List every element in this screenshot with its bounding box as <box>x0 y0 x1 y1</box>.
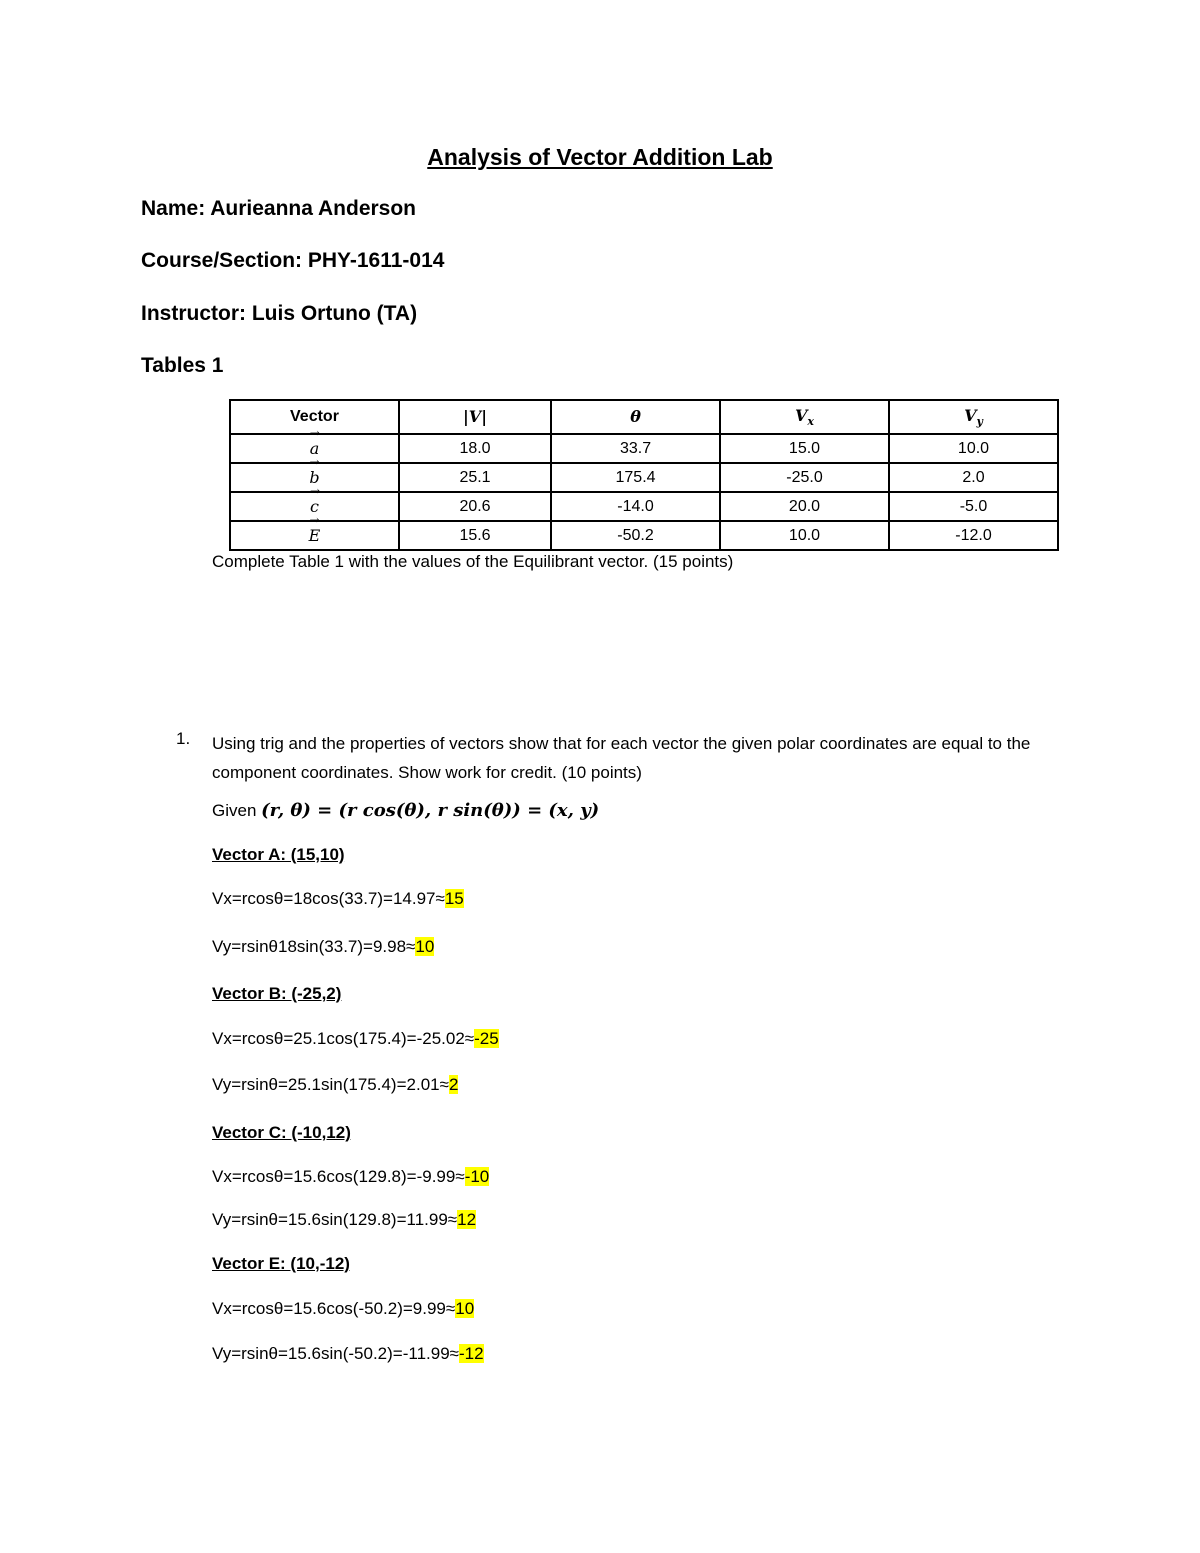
page-title: Analysis of Vector Addition Lab <box>427 144 773 170</box>
theta-cell: -14.0 <box>551 492 720 521</box>
vector-c-heading: Vector C: (-10,12) <box>212 1123 351 1142</box>
vy-cell: 2.0 <box>889 463 1058 492</box>
highlighted-result: 15 <box>444 889 464 908</box>
header-magnitude: |V| <box>399 400 551 434</box>
highlighted-result: 10 <box>455 1299 475 1318</box>
highlighted-result: -12 <box>459 1344 484 1363</box>
vector-e-heading: Vector E: (10,-12) <box>212 1254 350 1273</box>
table-row <box>230 434 1058 463</box>
tables-heading: Tables 1 <box>141 354 224 377</box>
vx-cell: 10.0 <box>720 521 889 550</box>
table-row <box>230 492 1058 521</box>
vector-cell: → E <box>230 521 399 550</box>
highlighted-result: 12 <box>457 1210 477 1229</box>
highlighted-result: -25 <box>474 1029 499 1048</box>
header-vy: $V_y$ <box>889 400 1058 434</box>
highlighted-result: 10 <box>415 937 435 956</box>
magnitude-cell: 25.1 <box>399 463 551 492</box>
vy-cell: -12.0 <box>889 521 1058 550</box>
magnitude-cell: 20.6 <box>399 492 551 521</box>
table-header-row <box>230 400 1058 434</box>
vector-c-vx-line: Vx=rcosθ=15.6cos(129.8)=-9.99≈-10 <box>212 1167 490 1186</box>
highlighted-result: -10 <box>464 1167 490 1186</box>
vector-b-vy-line: Vy=rsinθ=25.1sin(175.4)=2.01≈2 <box>212 1075 459 1094</box>
vector-a-vx-line: Vx=rcosθ=18cos(33.7)=14.97≈15 <box>212 889 464 908</box>
vector-cell: → b <box>230 463 399 492</box>
header-vector: Vector <box>230 400 399 434</box>
header-theta: θ <box>551 400 720 434</box>
theta-cell: -50.2 <box>551 521 720 550</box>
vector-c-vy-line: Vy=rsinθ=15.6sin(129.8)=11.99≈12 <box>212 1210 477 1229</box>
table-note: Complete Table 1 with the values of the Equilibrant vector. (15 points) <box>212 552 734 571</box>
magnitude-cell: 18.0 <box>399 434 551 463</box>
highlighted-result: 2 <box>448 1075 459 1094</box>
vx-cell: 15.0 <box>720 434 889 463</box>
question-number: 1. <box>176 729 191 748</box>
question-text: Using trig and the properties of vectors show that for each vector the given polar coordinates are equal to the component coordinates. Show work for credit. (10 points) <box>212 734 1031 782</box>
magnitude-cell: 15.6 <box>399 521 551 550</box>
given-prefix: Given <box>212 801 262 820</box>
vector-cell: → a <box>230 434 399 463</box>
vy-cell: 10.0 <box>889 434 1058 463</box>
instructor: Instructor: Luis Ortuno (TA) <box>141 302 418 325</box>
vx-cell: 20.0 <box>720 492 889 521</box>
vector-table <box>229 399 1059 551</box>
vector-e-vx-line: Vx=rcosθ=15.6cos(-50.2)=9.99≈10 <box>212 1299 475 1318</box>
vector-b-vx-line: Vx=rcosθ=25.1cos(175.4)=-25.02≈-25 <box>212 1029 499 1048</box>
student-name: Name: Aurieanna Anderson <box>141 197 416 220</box>
table-row <box>230 463 1058 492</box>
given-equation: (r, θ) = (r cos(θ), r sin(θ)) = (x, y) <box>261 800 600 821</box>
vector-a-heading: Vector A: (15,10) <box>212 845 345 864</box>
given-formula <box>212 800 599 821</box>
vx-cell: -25.0 <box>720 463 889 492</box>
vector-cell: → c <box>230 492 399 521</box>
vy-cell: -5.0 <box>889 492 1058 521</box>
header-vx: $V_x$ <box>720 400 889 434</box>
vector-e-vy-line: Vy=rsinθ=15.6sin(-50.2)=-11.99≈-12 <box>212 1344 484 1363</box>
course-section: Course/Section: PHY-1611-014 <box>141 249 445 272</box>
vector-a-vy-line: Vy=rsinθ18sin(33.7)=9.98≈10 <box>212 937 435 956</box>
theta-cell: 33.7 <box>551 434 720 463</box>
vector-b-heading: Vector B: (-25,2) <box>212 984 342 1003</box>
table-row <box>230 521 1058 550</box>
theta-cell: 175.4 <box>551 463 720 492</box>
